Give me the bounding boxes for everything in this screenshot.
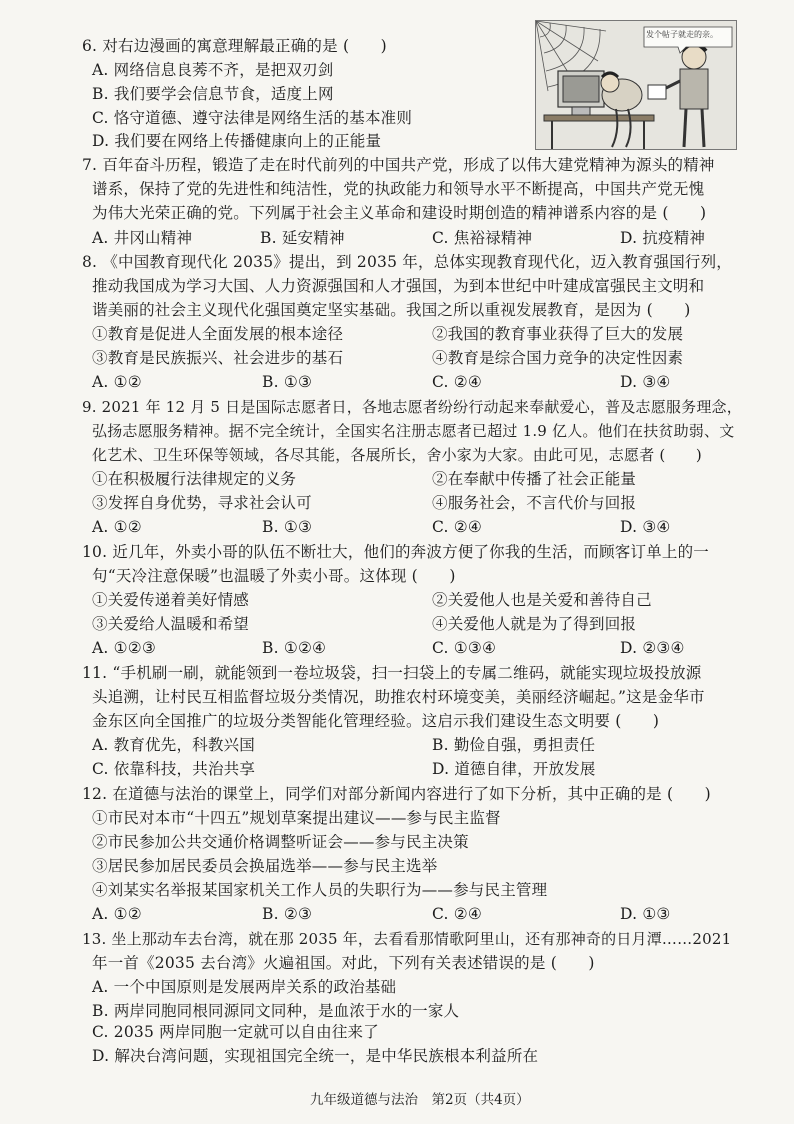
question-7-option-a: A. 井冈山精神 [92,229,193,247]
question-11-option-c: C. 依靠科技，共治共享 [92,760,256,778]
question-9-line-2: 弘扬志愿服务精神。据不完全统计，全国实名注册志愿者已超过 1.9 亿人。他们在扶贫助弱、文 [92,422,735,440]
question-12-option-d: D. ①③ [620,905,671,923]
question-7-option-b: B. 延安精神 [260,229,345,247]
question-7-option-c: C. 焦裕禄精神 [432,229,533,247]
question-10-statement-2: ②关爱他人也是关爱和善待自己 [432,591,652,609]
question-10-option-a: A. ①②③ [92,639,156,657]
question-13-line-1: 13. 坐上那动车去台湾，就在那 2035 年，去看看那情歌阿里山，还有那神奇的日月潭……2021 [82,930,732,948]
question-8-option-a: A. ①② [92,373,142,391]
question-9-option-a: A. ①② [92,518,142,536]
question-6-option-a: A. 网络信息良莠不齐，是把双刃剑 [92,61,334,79]
question-7-line-2: 谱系，保持了党的先进性和纯洁性，党的执政能力和领导水平不断提高，中国共产党无愧 [92,180,705,198]
question-12-statement-3: ③居民参加居民委员会换届选举——参与民主选举 [92,857,438,875]
question-8-statement-3: ③教育是民族振兴、社会进步的基石 [92,349,344,367]
question-12-statement-4: ④刘某实名举报某国家机关工作人员的失职行为——参与民主管理 [92,881,548,899]
question-9-statement-4: ④服务社会，不言代价与回报 [432,494,637,512]
question-6-option-d: D. 我们要在网络上传播健康向上的正能量 [92,132,382,150]
page-footer: 九年级道德与法治 第2页（共4页） [310,1092,530,1108]
question-8-line-3: 谐美丽的社会主义现代化强国奠定坚实基础。我国之所以重视发展教育，是因为 ( ) [92,301,691,319]
question-11-option-a: A. 教育优先，科教兴国 [92,736,255,754]
question-10-option-c: C. ①③④ [432,639,497,657]
question-11-line-3: 金东区向全国推广的垃圾分类智能化管理经验。这启示我们建设生态文明要 ( ) [92,712,660,730]
question-11-option-b: B. 勤俭自强，勇担责任 [432,736,596,754]
question-10-line-1: 10. 近几年，外卖小哥的队伍不断壮大，他们的奔波方便了你我的生活，而顾客订单上的一 [82,543,709,561]
question-6-option-b: B. 我们要学会信息节食，适度上网 [92,85,334,103]
question-9-statement-2: ②在奉献中传播了社会正能量 [432,470,637,488]
question-6-option-c: C. 恪守道德、遵守法律是网络生活的基本准则 [92,109,413,127]
question-13-line-2: 年一首《2035 去台湾》火遍祖国。对此，下列有关表述错误的是 ( ) [92,954,595,972]
question-9-option-c: C. ②④ [432,518,482,536]
question-11-line-2: 头追溯，让村民互相监督垃圾分类情况，助推农村环境变美，美丽经济崛起。”这是金华市 [92,688,705,706]
question-9-statement-1: ①在积极履行法律规定的义务 [92,470,297,488]
question-6-stem: 6. 对右边漫画的寓意理解最正确的是 ( ) [82,37,387,55]
question-11-option-d: D. 道德自律，开放发展 [432,760,596,778]
question-11-line-1: 11. “手机刷一刷，就能领到一卷垃圾袋，扫一扫袋上的专属二维码，就能实现垃圾投放源 [82,664,702,682]
question-10-statement-4: ④关爱他人就是为了得到回报 [432,615,637,633]
question-9-option-d: D. ③④ [620,518,671,536]
question-12-option-b: B. ②③ [262,905,313,923]
question-10-option-d: D. ②③④ [620,639,685,657]
question-12-option-c: C. ②④ [432,905,482,923]
question-8-line-1: 8. 《中国教育现代化 2035》提出，到 2035 年，总体实现教育现代化，迈入教育强国行列， [82,253,732,271]
question-8-option-c: C. ②④ [432,373,482,391]
question-12-statement-2: ②市民参加公共交通价格调整听证会——参与民主决策 [92,833,469,851]
question-12-option-a: A. ①② [92,905,142,923]
internet-cartoon [535,20,737,150]
question-7-option-d: D. 抗疫精神 [620,229,706,247]
question-12-line-1: 12. 在道德与法治的课堂上，同学们对部分新闻内容进行了如下分析，其中正确的是 ( ) [82,785,711,803]
question-10-statement-1: ①关爱传递着美好情感 [92,591,250,609]
question-8-option-b: B. ①③ [262,373,313,391]
question-10-line-2: 句“天冷注意保暖”也温暖了外卖小哥。这体现 ( ) [92,567,456,585]
question-8-statement-4: ④教育是综合国力竞争的决定性因素 [432,349,684,367]
question-8-option-d: D. ③④ [620,373,671,391]
question-8-statement-1: ①教育是促进人全面发展的根本途径 [92,325,344,343]
question-9-line-1: 9. 2021 年 12 月 5 日是国际志愿者日，各地志愿者纷纷行动起来奉献爱心，普及志愿服务理念， [82,398,742,416]
cartoon-caption: 发个帖子就走的亲。 [646,30,718,39]
question-13-option-d: D. 解决台湾问题，实现祖国完全统一，是中华民族根本利益所在 [92,1047,539,1065]
question-7-line-1: 7. 百年奋斗历程，锻造了走在时代前列的中国共产党，形成了以伟大建党精神为源头的精神 [82,156,715,174]
question-9-line-3: 化艺术、卫生环保等领域，各尽其能，各展所长，舍小家为大家。由此可见，志愿者 ( ) [92,446,702,464]
question-7-line-3: 为伟大光荣正确的党。下列属于社会主义革命和建设时期创造的精神谱系内容的是 ( ) [92,204,707,222]
question-12-statement-1: ①市民对本市“十四五”规划草案提出建议——参与民主监督 [92,809,501,827]
question-10-option-b: B. ①②④ [262,639,327,657]
question-8-line-2: 推动我国成为学习大国、人力资源强国和人才强国，为到本世纪中叶建成富强民主文明和 [92,277,705,295]
cartoon-illustration [536,21,736,149]
question-13-option-c: C. 2035 两岸同胞一定就可以自由往来了 [92,1023,379,1041]
question-9-option-b: B. ①③ [262,518,313,536]
question-8-statement-2: ②我国的教育事业获得了巨大的发展 [432,325,684,343]
question-9-statement-3: ③发挥自身优势，寻求社会认可 [92,494,312,512]
question-13-option-b: B. 两岸同胞同根同源同文同种，是血浓于水的一家人 [92,1002,460,1020]
question-13-option-a: A. 一个中国原则是发展两岸关系的政治基础 [92,978,397,996]
question-10-statement-3: ③关爱给人温暖和希望 [92,615,250,633]
